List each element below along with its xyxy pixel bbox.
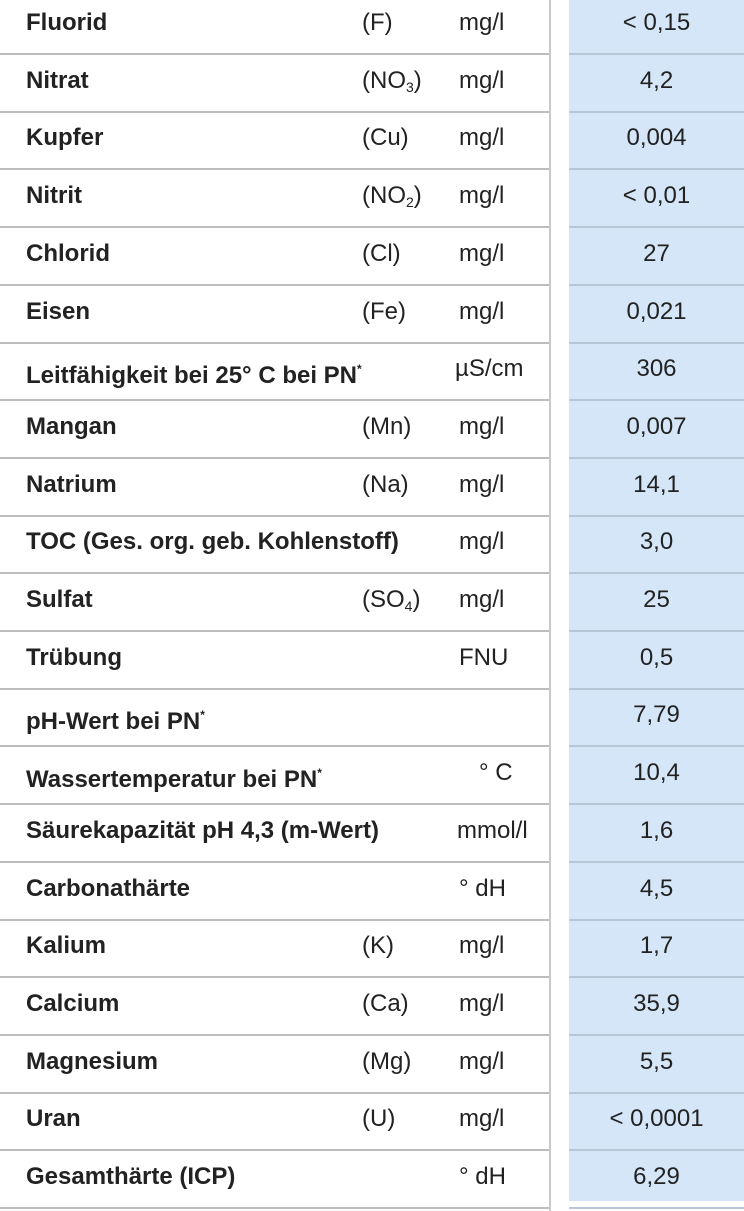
table-row	[0, 805, 744, 863]
parameter-value: 5,5	[639, 1047, 674, 1075]
parameter-value: 0,021	[626, 297, 687, 325]
table-row	[0, 920, 744, 978]
table-row	[0, 978, 744, 1036]
parameter-name-calcium: Calcium	[26, 989, 120, 1017]
parameter-unit: mg/l	[459, 470, 505, 498]
parameter-symbol: (K)	[362, 932, 394, 960]
parameter-symbol: (Cl)	[362, 239, 401, 267]
table-row	[0, 343, 744, 401]
parameter-name-carbonathaerte: Carbonathärte	[26, 874, 191, 902]
parameter-symbol: (F)	[362, 9, 393, 36]
parameter-value: 0,004	[626, 124, 687, 152]
parameter-name-ph-wert-bei-pn: pH-Wert bei PN*	[26, 708, 205, 736]
table-row	[0, 747, 744, 805]
parameter-value: < 0,15	[622, 9, 691, 36]
parameter-unit: mmol/l	[457, 816, 528, 844]
parameter-unit: mg/l	[459, 239, 505, 267]
table-row	[0, 170, 744, 228]
row-divider	[0, 1207, 549, 1209]
parameter-name-gesamthaerte-icp: Gesamthärte (ICP)	[26, 1163, 236, 1190]
parameter-name-truebung: Trübung	[26, 643, 122, 671]
parameter-name-sulfat: Sulfat	[26, 586, 93, 613]
parameter-value: < 0,0001	[609, 1105, 704, 1133]
parameter-name-wassertemperatur-bei-pn: Wassertemperatur bei PN*	[26, 766, 322, 794]
parameter-name-kalium: Kalium	[26, 932, 107, 960]
parameter-unit: mg/l	[459, 586, 505, 613]
parameter-name-uran: Uran	[26, 1105, 81, 1133]
parameter-name-mangan: Mangan	[26, 412, 117, 440]
parameter-unit: ° dH	[459, 1163, 506, 1190]
parameter-symbol: (Cu)	[362, 124, 409, 152]
parameter-symbol: $(NO_2)$	[362, 182, 422, 211]
parameter-name-natrium: Natrium	[26, 470, 117, 498]
table-row	[0, 286, 744, 344]
parameter-value: 3,0	[639, 528, 674, 556]
parameter-name-chlorid: Chlorid	[26, 239, 110, 267]
parameter-value: 6,29	[633, 1163, 680, 1190]
parameter-value: 0,5	[639, 643, 674, 671]
table-row	[0, 1151, 744, 1209]
table-row	[0, 516, 744, 574]
table-row	[0, 228, 744, 286]
parameter-name-nitrat: Nitrat	[26, 66, 89, 94]
parameter-unit: mg/l	[459, 9, 505, 36]
parameter-value: 35,9	[633, 989, 680, 1017]
parameter-name-leitfaehigkeit-bei-25-c-bei-pn: Leitfähigkeit bei 25° C bei PN*	[26, 362, 362, 390]
parameter-value: 1,7	[639, 932, 674, 960]
parameter-unit: mg/l	[459, 989, 505, 1017]
parameter-unit: ° dH	[459, 874, 506, 902]
parameter-name-toc-ges-org-geb-kohlenstoff: TOC (Ges. org. geb. Kohlenstoff)	[26, 528, 399, 556]
parameter-name-kupfer: Kupfer	[26, 124, 104, 152]
table-row	[0, 459, 744, 517]
table-row	[0, 401, 744, 459]
parameter-value: 27	[643, 239, 670, 267]
parameter-value: 306	[636, 355, 677, 383]
parameter-symbol: (Mg)	[362, 1047, 412, 1075]
parameter-value: 25	[643, 586, 670, 613]
parameter-unit: mg/l	[459, 1105, 505, 1133]
parameter-unit: mg/l	[459, 66, 505, 94]
table-row	[0, 689, 744, 747]
parameter-value: 10,4	[633, 759, 680, 787]
parameter-unit: mg/l	[459, 1047, 505, 1075]
parameter-unit: FNU	[459, 643, 509, 671]
parameter-name-fluorid: Fluorid	[26, 9, 108, 36]
parameter-value: < 0,01	[622, 182, 691, 210]
parameter-unit: mg/l	[459, 528, 505, 556]
parameter-symbol: (Ca)	[362, 989, 409, 1017]
parameter-unit: mg/l	[459, 932, 505, 960]
parameter-unit: µS/cm	[455, 355, 524, 383]
parameter-name-eisen: Eisen	[26, 297, 91, 325]
parameter-unit: mg/l	[459, 182, 505, 210]
row-divider-value	[569, 1207, 744, 1209]
parameter-unit: mg/l	[459, 412, 505, 440]
parameter-symbol: (Fe)	[362, 297, 406, 325]
parameter-value: 14,1	[633, 470, 680, 498]
table-row	[0, 1036, 744, 1094]
parameter-symbol: (U)	[362, 1105, 396, 1133]
table-row	[0, 574, 744, 632]
parameter-symbol: (Mn)	[362, 412, 412, 440]
parameter-unit: mg/l	[459, 297, 505, 325]
parameter-name-magnesium: Magnesium	[26, 1047, 159, 1075]
parameter-name-nitrit: Nitrit	[26, 182, 82, 210]
table-row	[0, 863, 744, 921]
parameter-name-saeurekapazitaet-ph-4-3-m-wert: Säurekapazität pH 4,3 (m-Wert)	[26, 816, 379, 844]
parameter-unit: ° C	[479, 759, 513, 787]
table-row	[0, 112, 744, 170]
table-row	[0, 1093, 744, 1151]
parameter-unit: mg/l	[459, 124, 505, 152]
parameter-value: 7,79	[633, 701, 680, 729]
parameter-value: 0,007	[626, 412, 687, 440]
parameter-value: 4,5	[639, 874, 674, 902]
parameter-symbol: $(SO_4)$	[362, 586, 421, 614]
table-row	[0, 55, 744, 113]
parameter-value: 1,6	[639, 816, 674, 844]
parameter-value: 4,2	[639, 66, 674, 94]
table-row	[0, 0, 744, 55]
table-row	[0, 632, 744, 690]
parameter-symbol: $(NO_3)$	[362, 66, 422, 95]
parameter-symbol: (Na)	[362, 470, 409, 498]
